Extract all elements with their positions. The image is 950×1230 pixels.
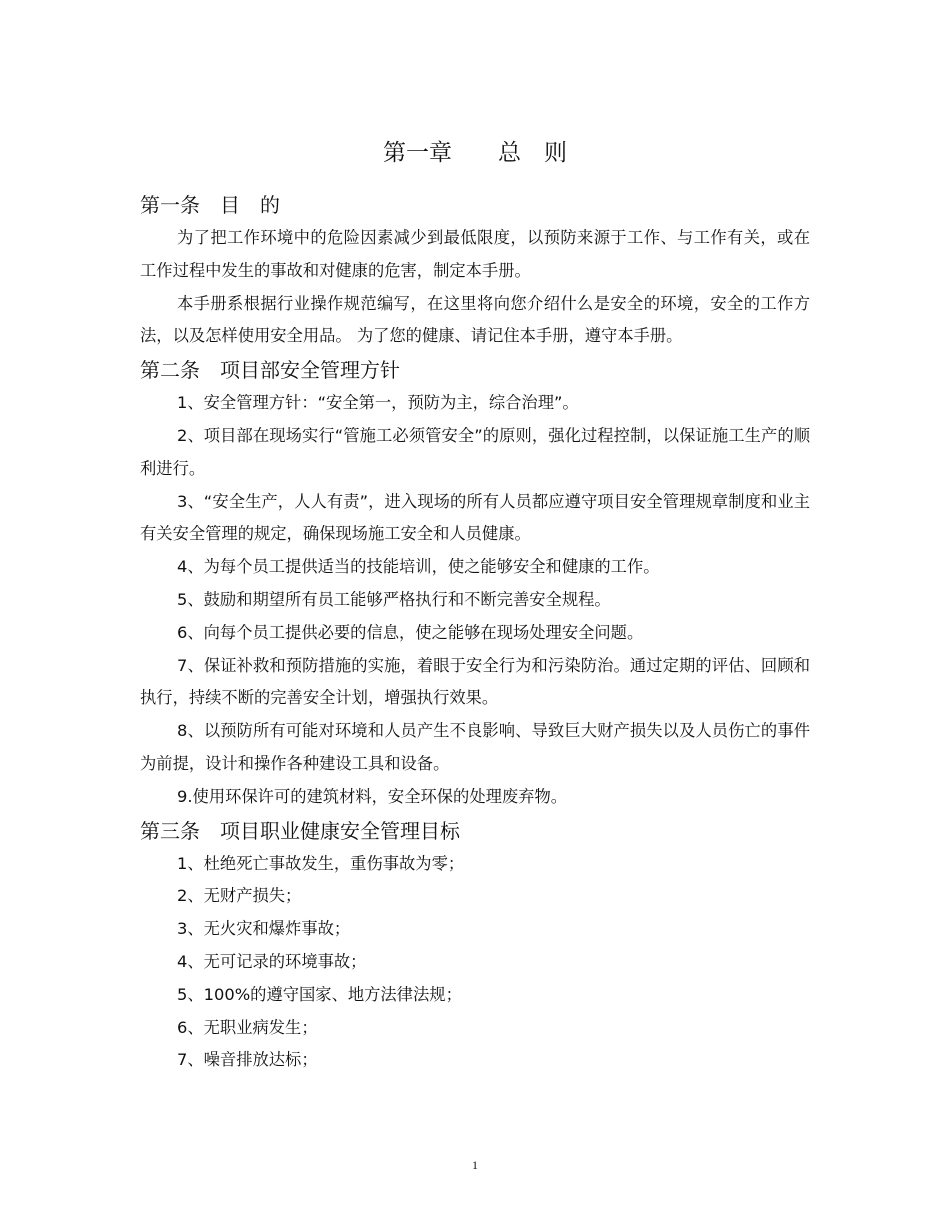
list-item: 9.使用环保许可的建筑材料，安全环保的处理废弃物。 [177,786,568,806]
list-item: 5、鼓励和期望所有员工能够严格执行和不断完善安全规程。 [177,589,611,609]
list-item: 6、向每个员工提供必要的信息，使之能够在现场处理安全问题。 [177,622,644,642]
chapter-title: 第一章 总 则 [383,140,567,166]
list-item: 1、杜绝死亡事故发生，重伤事故为零； [177,853,465,873]
list-item: 7、保证补救和预防措施的实施，着眼于安全行为和污染防治。通过定期的评估、回顾和执行，持续不断的完善安全计划，增强执行效果。 [140,655,810,708]
list-item: 7、噪音排放达标； [177,1050,318,1070]
list-item: 3、“安全生产，人人有责”，进入现场的所有人员都应遵守项目安全管理规章制度和业主有关安全管理的规定，确保现场施工安全和人员健康。 [140,491,810,544]
page-number: 1 [472,1158,478,1172]
list-item: 4、为每个员工提供适当的技能培训，使之能够安全和健康的工作。 [177,557,660,577]
list-item: 2、无财产损失； [177,886,302,906]
list-item: 6、无职业病发生； [177,1017,318,1037]
list-item: 3、无火灾和爆炸事故； [177,919,351,939]
paragraph: 本手册系根据行业操作规范编写，在这里将向您介绍什么是安全的环境，安全的工作方法，以及怎样使用安全用品。 为了您的健康、请记住本手册，遵守本手册。 [140,293,810,346]
list-item: 5、100%的遵守国家、地方法律法规； [177,984,462,1004]
list-item: 8、以预防所有可能对环境和人员产生不良影响、导致巨大财产损失以及人员伤亡的事件为前提，设计和操作各种建设工具和设备。 [140,721,810,773]
document-body [140,188,810,1077]
list-item: 1、安全管理方针：“安全第一，预防为主，综合治理”。 [177,393,579,413]
list-item: 2、项目部在现场实行“管施工必须管安全”的原则，强化过程控制，以保证施工生产的顺利进行。 [140,425,810,478]
list-item: 4、无可记录的环境事故； [177,951,367,971]
paragraph: 为了把工作环境中的危险因素减少到最低限度，以预防来源于工作、与工作有关，或在工作过程中发生的事故和对健康的危害，制定本手册。 [140,228,810,280]
section-heading-1: 第一条 目 的 [140,193,280,217]
section-heading-2: 第二条 项目部安全管理方针 [140,358,400,383]
section-heading-3: 第三条 项目职业健康安全管理目标 [140,818,460,843]
